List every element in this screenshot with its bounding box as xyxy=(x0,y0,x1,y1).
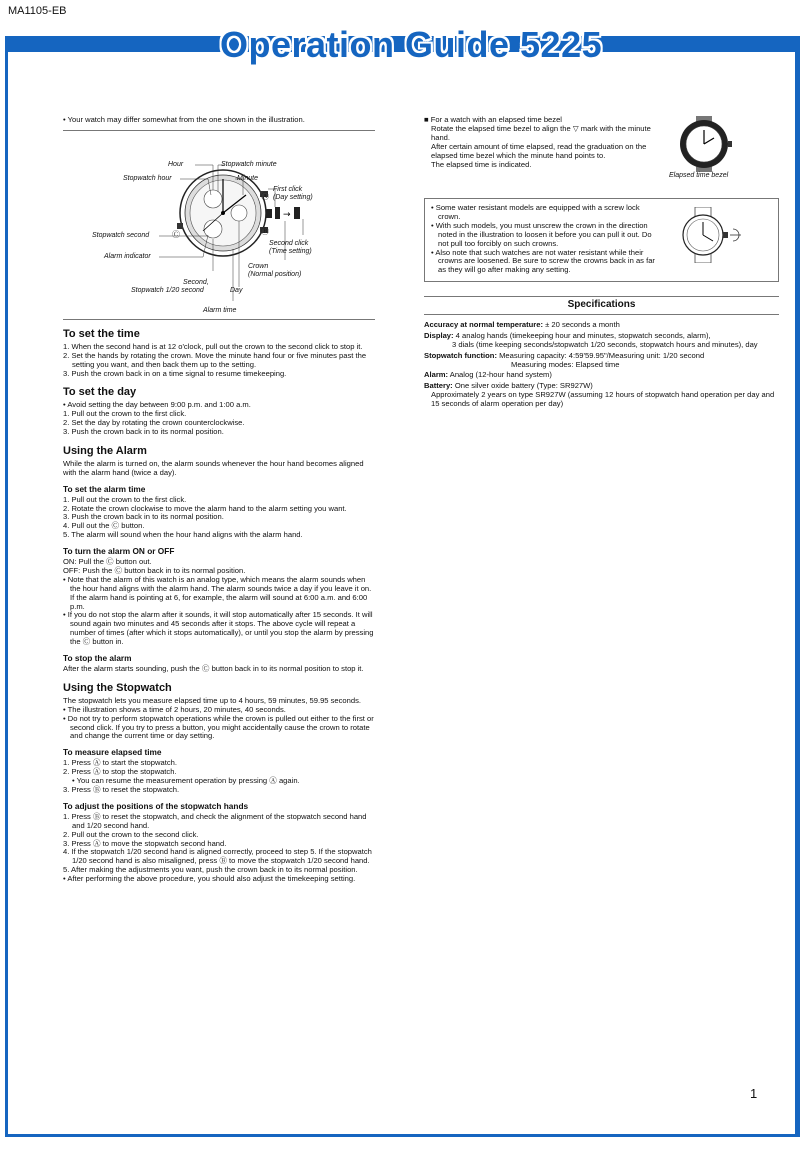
button-a-label: Ⓐ xyxy=(261,191,269,201)
label-second: Second, xyxy=(183,278,209,286)
list-item: • Some water resistant models are equipped with a screw lock crown. xyxy=(431,203,640,221)
label-stopwatch-minute: Stopwatch minute xyxy=(221,160,277,168)
spec-label: Battery: xyxy=(424,381,453,391)
spec-value: Measuring modes: Elapsed time xyxy=(511,359,620,369)
paragraph: After certain amount of time elapsed, read the graduation on the elapsed time bezel which the minute hand points to. xyxy=(431,141,647,160)
list-item: 3. Push the crown back in to its normal position. xyxy=(63,427,224,437)
list-item: • With such models, you must unscrew the crown in the direction noted in the illustration to loosen it before you can pull it out. Do not pull too forcibly on such crowns. xyxy=(431,220,652,248)
paragraph: ON: Pull the Ⓒ button out. xyxy=(63,557,152,567)
right-column xyxy=(424,116,779,409)
divider xyxy=(63,319,375,320)
spec-value: Measuring capacity: 4:59'59.95"/Measuring unit: 1/20 second xyxy=(499,350,705,360)
spec-value: 4 analog hands (timekeeping hour and minutes, stopwatch seconds, alarm), xyxy=(455,330,711,340)
spec-label: Accuracy at normal temperature: xyxy=(424,319,544,329)
list-item: 2. Rotate the crown clockwise to move the alarm hand to the alarm setting you want. xyxy=(63,503,347,513)
list-item: 5. The alarm will sound when the hour hand aligns with the alarm hand. xyxy=(63,530,303,540)
list-item: • Avoid setting the day between 9:00 p.m. and 1:00 a.m. xyxy=(63,400,251,410)
label-hour: Hour xyxy=(168,160,184,168)
label-stopwatch-hour: Stopwatch hour xyxy=(123,174,172,182)
label-stopwatch-120: Stopwatch 1/20 second xyxy=(131,286,204,294)
specifications-heading: Specifications xyxy=(424,296,779,315)
list-item: 4. If the stopwatch 1/20 second hand is aligned correctly, proceed to step 5. If the stopwatch 1/20 second hand is also misaligned, press Ⓑ to move the stopwatch 1/20 second hand. xyxy=(63,847,372,866)
bezel-heading: For a watch with an elapsed time bezel xyxy=(430,115,562,124)
spec-label: Alarm: xyxy=(424,370,449,380)
section-heading: To set the time xyxy=(63,327,140,340)
section-heading: Using the Stopwatch xyxy=(63,681,172,694)
list-item: 1. Pull out the crown to the first click. xyxy=(63,409,187,419)
paragraph: OFF: Push the Ⓒ button back in to its normal position. xyxy=(63,565,246,575)
subsection-heading: To set the alarm time xyxy=(63,483,146,494)
intro-note: • Your watch may differ somewhat from the one shown in the illustration. xyxy=(63,115,305,124)
label-time-setting: (Time setting) xyxy=(269,247,312,255)
button-b-label: Ⓑ xyxy=(261,226,269,236)
left-column xyxy=(63,116,375,884)
paragraph: After the alarm starts sounding, push the Ⓒ button back in to its normal position to stop it. xyxy=(63,664,364,673)
list-item: 1. Press Ⓑ to reset the stopwatch, and check the alignment of the stopwatch second hand and 1/20 second hand. xyxy=(63,811,367,830)
button-c-label: Ⓒ xyxy=(172,229,180,239)
header xyxy=(0,0,808,84)
section-heading: To set the day xyxy=(63,386,137,399)
list-item: 5. After making the adjustments you want, push the crown back in to its normal position. xyxy=(63,865,358,875)
watch-illustration xyxy=(63,135,375,314)
square-bullet-icon: ■ xyxy=(424,115,429,124)
label-stopwatch-second: Stopwatch second xyxy=(92,231,150,239)
list-item: 4. Pull out the Ⓒ button. xyxy=(63,521,145,531)
label-minute: Minute xyxy=(237,174,259,182)
list-item: • Do not try to perform stopwatch operations while the crown is pulled out either to the first or second click. If you try to press a button, you might accidentally cause the crown to rotate and change the current time or day setting. xyxy=(63,713,374,741)
list-item: 3. Press Ⓑ to reset the stopwatch. xyxy=(63,784,180,794)
paragraph: While the alarm is turned on, the alarm sounds whenever the hour hand becomes aligned with the alarm hand (twice a day). xyxy=(63,458,364,477)
list-item: 2. Set the day by rotating the crown counterclockwise. xyxy=(63,418,245,428)
label-day: Day xyxy=(230,286,243,294)
screw-lock-note xyxy=(424,198,779,282)
page-title: Operation Guide 5225 xyxy=(220,24,603,65)
list-item: • If you do not stop the alarm after it sounds, it will stop automatically after 15 seconds. It will sound again two minutes and 45 seconds after it stops. The above cycle will repeat a number of times (after which it stops automatically), or until you stop the alarm by pressing the Ⓒ button in. xyxy=(63,610,374,647)
list-item: • After performing the above procedure, you should also adjust the timekeeping setting. xyxy=(63,874,356,884)
paragraph: The stopwatch lets you measure elapsed time up to 4 hours, 59 minutes, 59.95 seconds. xyxy=(63,695,362,705)
list-item: • You can resume the measurement operation by pressing Ⓐ again. xyxy=(72,776,300,786)
document-id: MA1105-EB xyxy=(8,5,67,17)
label-day-setting: (Day setting) xyxy=(273,193,313,201)
bezel-caption: Elapsed time bezel xyxy=(669,172,729,179)
paragraph: Rotate the elapsed time bezel to align the ▽ mark with the minute hand. xyxy=(431,123,651,142)
bezel-watch-illustration xyxy=(674,116,734,172)
list-item: • Also note that such watches are not water resistant while their crowns are loosened. Be sure to screw the crowns back in as far as they will go after making any setting. xyxy=(431,247,655,275)
subsection-heading: To stop the alarm xyxy=(63,653,132,664)
spec-value: One silver oxide battery (Type: SR927W) xyxy=(454,381,593,391)
subsection-heading: To adjust the positions of the stopwatch hands xyxy=(63,800,249,811)
bezel-section xyxy=(424,116,779,186)
list-item: 1. Press Ⓐ to start the stopwatch. xyxy=(63,758,177,768)
divider xyxy=(63,130,375,131)
spec-label: Stopwatch function: xyxy=(424,350,497,360)
list-item: 2. Press Ⓐ to stop the stopwatch. xyxy=(63,767,177,777)
list-item: • Note that the alarm of this watch is an analog type, which means the alarm sounds when the hour hand aligns with the alarm hand. The alarm sounds twice a day if you leave it on. If the alarm hand is pointing at 6, for example, the alarm will sound at 6:00 a.m. and 6:00 p.m. xyxy=(63,574,372,611)
spec-alarm xyxy=(424,371,779,380)
list-item: 2. Set the hands by rotating the crown. Move the minute hand four or five minutes past the setting you want, and then back them up to the setting. xyxy=(63,350,367,369)
spec-value: Approximately 2 years on type SR927W (assuming 12 hours of stopwatch hand operation per day and 15 seconds of alarm operation per day) xyxy=(431,390,775,409)
list-item: 1. When the second hand is at 12 o'clock, pull out the crown to the second click to stop it. xyxy=(63,341,363,351)
screw-crown-illustration xyxy=(675,207,745,263)
list-item: • The illustration shows a time of 2 hours, 20 minutes, 40 seconds. xyxy=(63,704,286,714)
label-normal-position: (Normal position) xyxy=(248,270,302,278)
spec-value: 3 dials (time keeping seconds/stopwatch 1/20 seconds, stopwatch hours and minutes), day xyxy=(452,339,758,349)
watch-diagram xyxy=(63,135,375,305)
specifications xyxy=(424,321,779,409)
list-item: 3. Press Ⓐ to move the stopwatch second hand. xyxy=(63,838,227,848)
label-first-click: First click xyxy=(273,185,303,193)
spec-value: ± 20 seconds a month xyxy=(545,319,620,329)
paragraph: The elapsed time is indicated. xyxy=(431,159,532,169)
spec-value: Analog (12-hour hand system) xyxy=(449,370,552,380)
brand-logo: CASIO xyxy=(692,51,746,68)
label-second-click: Second click xyxy=(269,239,309,247)
list-item: 3. Push the crown back in to its normal position. xyxy=(63,512,224,522)
list-item: 1. Pull out the crown to the first click. xyxy=(63,494,187,504)
list-item: 2. Pull out the crown to the second click. xyxy=(63,829,199,839)
subsection-heading: To measure elapsed time xyxy=(63,747,162,758)
label-alarm-time: Alarm time xyxy=(203,306,237,314)
svg-text:→: → xyxy=(283,209,291,220)
label-crown: Crown xyxy=(248,262,269,270)
spec-accuracy xyxy=(424,321,779,330)
subsection-heading: To turn the alarm ON or OFF xyxy=(63,546,175,557)
label-alarm-indicator: Alarm indicator xyxy=(104,252,151,260)
section-heading: Using the Alarm xyxy=(63,444,147,457)
list-item: 3. Push the crown back in on a time signal to resume timekeeping. xyxy=(63,368,287,378)
page-number: 1 xyxy=(750,1086,758,1101)
spec-label: Display: xyxy=(424,330,454,340)
